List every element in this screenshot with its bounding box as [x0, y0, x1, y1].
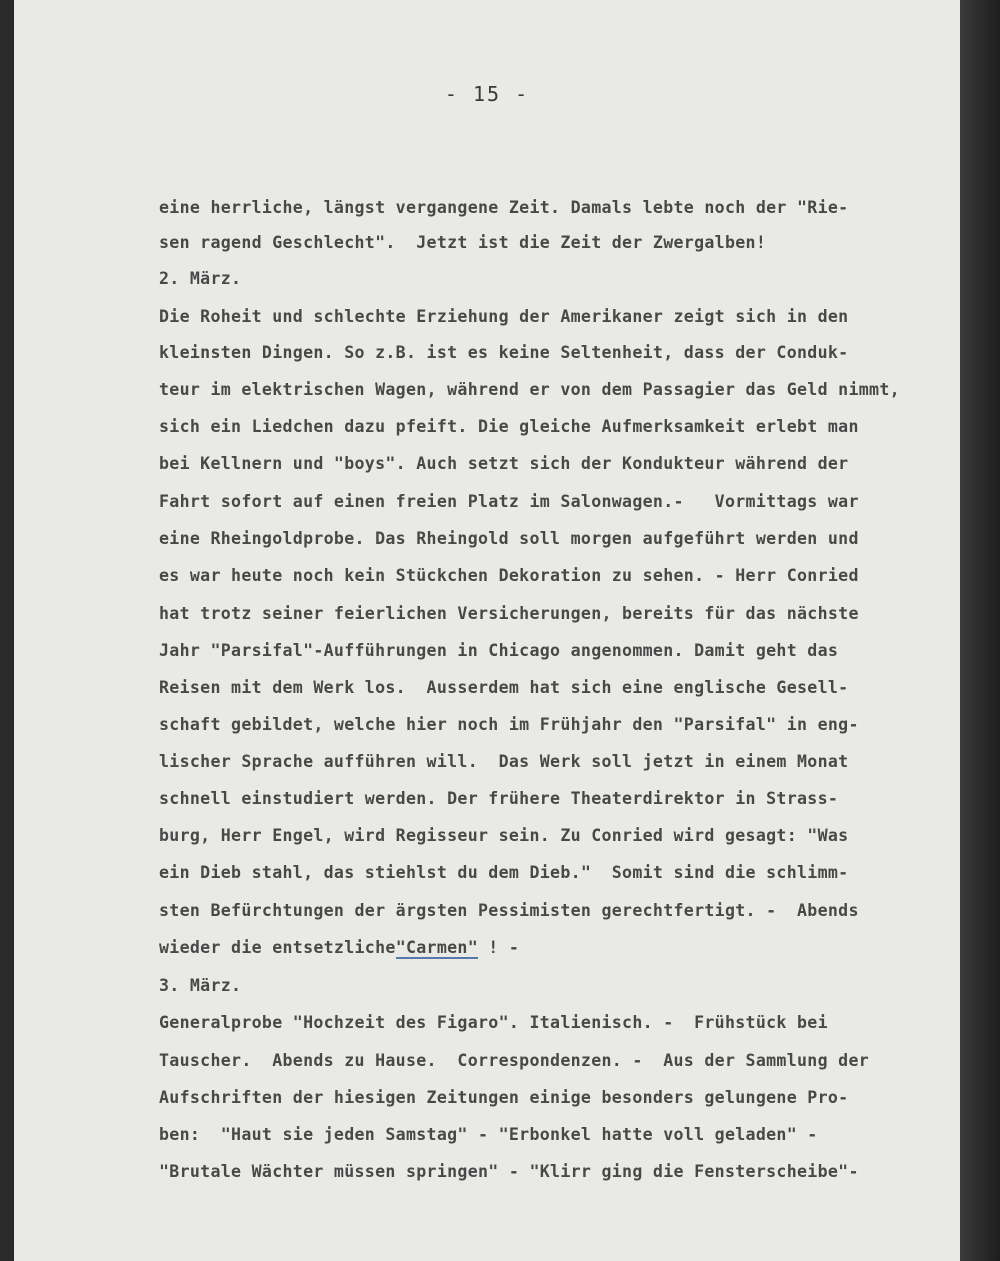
text-line: kleinsten Dingen. So z.B. ist es keine Seltenheit, dass der Conduk- [159, 343, 849, 362]
text-line: eine herrliche, längst vergangene Zeit. Damals lebte noch der "Rie- [159, 198, 849, 217]
text-line: Aufschriften der hiesigen Zeitungen einige besonders gelungene Pro- [159, 1088, 849, 1107]
date-heading: 2. März. [159, 269, 242, 288]
text-line: Die Roheit und schlechte Erziehung der Amerikaner zeigt sich in den [159, 307, 849, 326]
text-line: "Brutale Wächter müssen springen" - "Klirr ging die Fensterscheibe"- [159, 1162, 859, 1181]
text-line: Reisen mit dem Werk los. Ausserdem hat sich eine englische Gesell- [159, 678, 849, 697]
text-line: ben: "Haut sie jeden Samstag" - "Erbonkel hatte voll geladen" - [159, 1125, 818, 1144]
text-line: sich ein Liedchen dazu pfeift. Die gleiche Aufmerksamkeit erlebt man [159, 417, 859, 436]
text-line: es war heute noch kein Stückchen Dekoration zu sehen. - Herr Conried [159, 566, 859, 585]
text-line: sten Befürchtungen der ärgsten Pessimisten gerechtfertigt. - Abends [159, 901, 859, 920]
text-segment: wieder die entsetzliche [159, 938, 396, 957]
page-edge-shadow [960, 0, 1000, 1261]
text-line [159, 938, 519, 959]
text-line: Tauscher. Abends zu Hause. Correspondenzen. - Aus der Sammlung der [159, 1051, 870, 1070]
page-number: - 15 - [444, 82, 530, 106]
text-line: teur im elektrischen Wagen, während er von dem Passagier das Geld nimmt, [159, 380, 900, 399]
text-line: sen ragend Geschlecht". Jetzt ist die Zeit der Zwergalben! [159, 233, 767, 252]
text-line: ein Dieb stahl, das stiehlst du dem Dieb." Somit sind die schlimm- [159, 863, 849, 882]
text-line: eine Rheingoldprobe. Das Rheingold soll morgen aufgeführt werden und [159, 529, 859, 548]
text-line: lischer Sprache aufführen will. Das Werk soll jetzt in einem Monat [159, 752, 849, 771]
document-page [14, 0, 960, 1261]
text-line: bei Kellnern und "boys". Auch setzt sich der Kondukteur während der [159, 454, 849, 473]
text-line: Jahr "Parsifal"-Aufführungen in Chicago angenommen. Damit geht das [159, 641, 839, 660]
text-line: schnell einstudiert werden. Der frühere Theaterdirektor in Strass- [159, 789, 839, 808]
text-line: hat trotz seiner feierlichen Versicherungen, bereits für das nächste [159, 604, 859, 623]
text-line: Generalprobe "Hochzeit des Figaro". Italienisch. - Frühstück bei [159, 1013, 828, 1032]
text-line: schaft gebildet, welche hier noch im Frühjahr den "Parsifal" in eng- [159, 715, 859, 734]
date-heading: 3. März. [159, 976, 242, 995]
text-line: Fahrt sofort auf einen freien Platz im Salonwagen.- Vormittags war [159, 492, 859, 511]
text-line: burg, Herr Engel, wird Regisseur sein. Zu Conried wird gesagt: "Was [159, 826, 849, 845]
text-segment: ! - [478, 938, 520, 957]
underlined-title: "Carmen" [395, 938, 479, 957]
